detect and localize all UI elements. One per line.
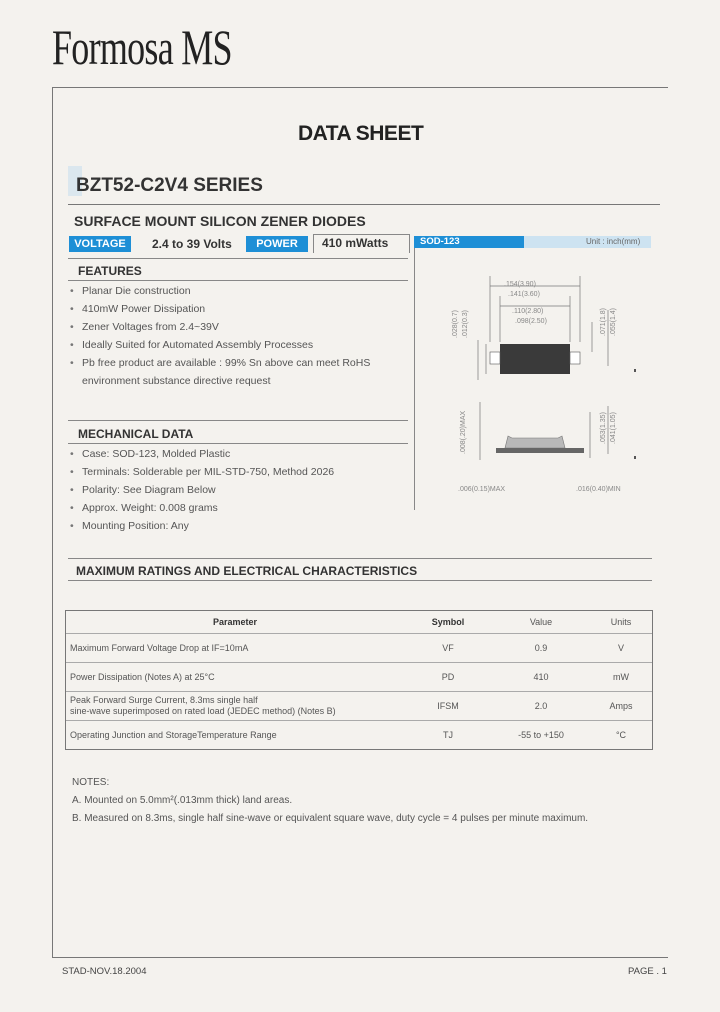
footer-date: STAD-NOV.18.2004 xyxy=(62,966,147,977)
row-value: -55 to +150 xyxy=(492,721,590,750)
ratings-table xyxy=(66,611,652,749)
notes-heading: NOTES: xyxy=(72,777,110,788)
brand-logo: Formosa MS xyxy=(52,19,232,75)
list-item: • Planar Die construction xyxy=(70,282,410,300)
lead-right xyxy=(570,352,580,364)
row-param-line2: sine-wave superimposed on rated load (JEDEC method) (Notes B) xyxy=(70,706,336,716)
series-rule xyxy=(68,204,660,205)
header-rule xyxy=(52,87,668,88)
dim-label: .141(3.60) xyxy=(508,291,540,298)
row-symbol: PD xyxy=(404,663,492,692)
row-unit: V xyxy=(590,634,652,663)
row-unit: mW xyxy=(590,663,652,692)
product-subtitle: SURFACE MOUNT SILICON ZENER DIODES xyxy=(74,213,366,229)
table-row xyxy=(66,692,652,721)
row-value: 410 xyxy=(492,663,590,692)
list-item: • Terminals: Solderable per MIL-STD-750, Method 2026 xyxy=(70,463,410,481)
ratings-heading-rule xyxy=(68,580,652,581)
col-symbol: Symbol xyxy=(431,617,465,627)
row-symbol: TJ xyxy=(404,721,492,750)
row-param: Operating Junction and StorageTemperature Range xyxy=(66,721,404,750)
dim-label: .041(1.05) xyxy=(610,412,617,444)
list-item: environment substance directive request xyxy=(82,375,271,387)
package-left-border xyxy=(414,248,415,510)
list-item: • Approx. Weight: 0.008 grams xyxy=(70,499,410,517)
table-row xyxy=(66,634,652,663)
dim-label: .012(0.3) xyxy=(462,309,469,338)
list-item: • Pb free product are available : 99% Sn above can meet RoHS xyxy=(70,354,410,372)
side-body xyxy=(505,436,565,448)
row-param-line1: Peak Forward Surge Current, 8.3ms single half xyxy=(70,695,258,705)
row-unit: Amps xyxy=(590,692,652,721)
dim-label: .055(1.4) xyxy=(610,307,617,336)
list-item: • 410mW Power Dissipation xyxy=(70,300,410,318)
dim-label: .016(0.40)MIN xyxy=(576,486,621,493)
row-unit: °C xyxy=(590,721,652,750)
note-a: A. Mounted on 5.0mm²(.013mm thick) land areas. xyxy=(72,795,293,806)
page-title: DATA SHEET xyxy=(298,122,424,145)
dim-label: .071(1.8) xyxy=(600,307,607,336)
package-unit: Unit : inch(mm) xyxy=(586,237,641,246)
voltage-tag: VOLTAGE xyxy=(69,236,131,252)
dim-label: .110(2.80) xyxy=(512,308,544,315)
features-heading: FEATURES xyxy=(78,264,142,278)
list-item: • Zener Voltages from 2.4~39V xyxy=(70,318,410,336)
mechanical-heading: MECHANICAL DATA xyxy=(78,427,194,441)
dim-label: .006(0.15)MAX xyxy=(458,486,506,493)
list-item: • Ideally Suited for Automated Assembly Processes xyxy=(70,336,410,354)
dim-label: .098(2.50) xyxy=(515,318,547,325)
row-symbol: VF xyxy=(404,634,492,663)
series-title: BZT52-C2V4 SERIES xyxy=(76,175,263,196)
mechanical-list xyxy=(70,445,410,535)
col-units: Units xyxy=(610,617,632,627)
list-item: • Polarity: See Diagram Below xyxy=(70,481,410,499)
dim-label: .008(.20)MAX xyxy=(460,410,467,454)
row-value: 0.9 xyxy=(492,634,590,663)
features-heading-rule xyxy=(68,280,408,281)
footer-rule xyxy=(52,957,668,958)
features-list xyxy=(70,282,410,390)
col-value: Value xyxy=(529,617,553,627)
power-value: 410 mWatts xyxy=(322,236,389,250)
mechanical-heading-rule xyxy=(68,443,408,444)
ratings-table-frame xyxy=(65,610,653,750)
row-value: 2.0 xyxy=(492,692,590,721)
dim-label: .154(3.90) xyxy=(504,281,536,288)
features-top-rule xyxy=(68,258,408,259)
row-param: Maximum Forward Voltage Drop at IF=10mA xyxy=(66,634,404,663)
row-param: Power Dissipation (Notes A) at 25°C xyxy=(66,663,404,692)
dim-label: .028(0.7) xyxy=(452,309,459,338)
table-row xyxy=(66,663,652,692)
list-item: • Mounting Position: Any xyxy=(70,517,410,535)
ratings-heading: MAXIMUM RATINGS AND ELECTRICAL CHARACTERISTICS xyxy=(76,564,418,578)
ratings-top-rule xyxy=(68,558,652,559)
package-name: SOD-123 xyxy=(420,236,460,247)
left-border xyxy=(52,87,53,957)
table-row xyxy=(66,721,652,750)
mechanical-top-rule xyxy=(68,420,408,421)
side-leads xyxy=(496,448,584,453)
voltage-value: 2.4 to 39 Volts xyxy=(152,237,232,251)
power-tag: POWER xyxy=(246,236,308,252)
package-drawing xyxy=(420,262,652,502)
table-header xyxy=(66,611,652,634)
list-item: • Case: SOD-123, Molded Plastic xyxy=(70,445,410,463)
diode-body xyxy=(500,344,570,374)
row-symbol: IFSM xyxy=(404,692,492,721)
col-parameter: Parameter xyxy=(212,617,258,627)
row-param xyxy=(66,692,404,721)
dim-label: .053(1.35) xyxy=(600,412,607,444)
footer-page: PAGE . 1 xyxy=(628,966,667,977)
lead-left xyxy=(490,352,500,364)
note-b: B. Measured on 8.3ms, single half sine-wave or equivalent square wave, duty cycle = 4 pulses per minute maximum. xyxy=(72,813,589,824)
